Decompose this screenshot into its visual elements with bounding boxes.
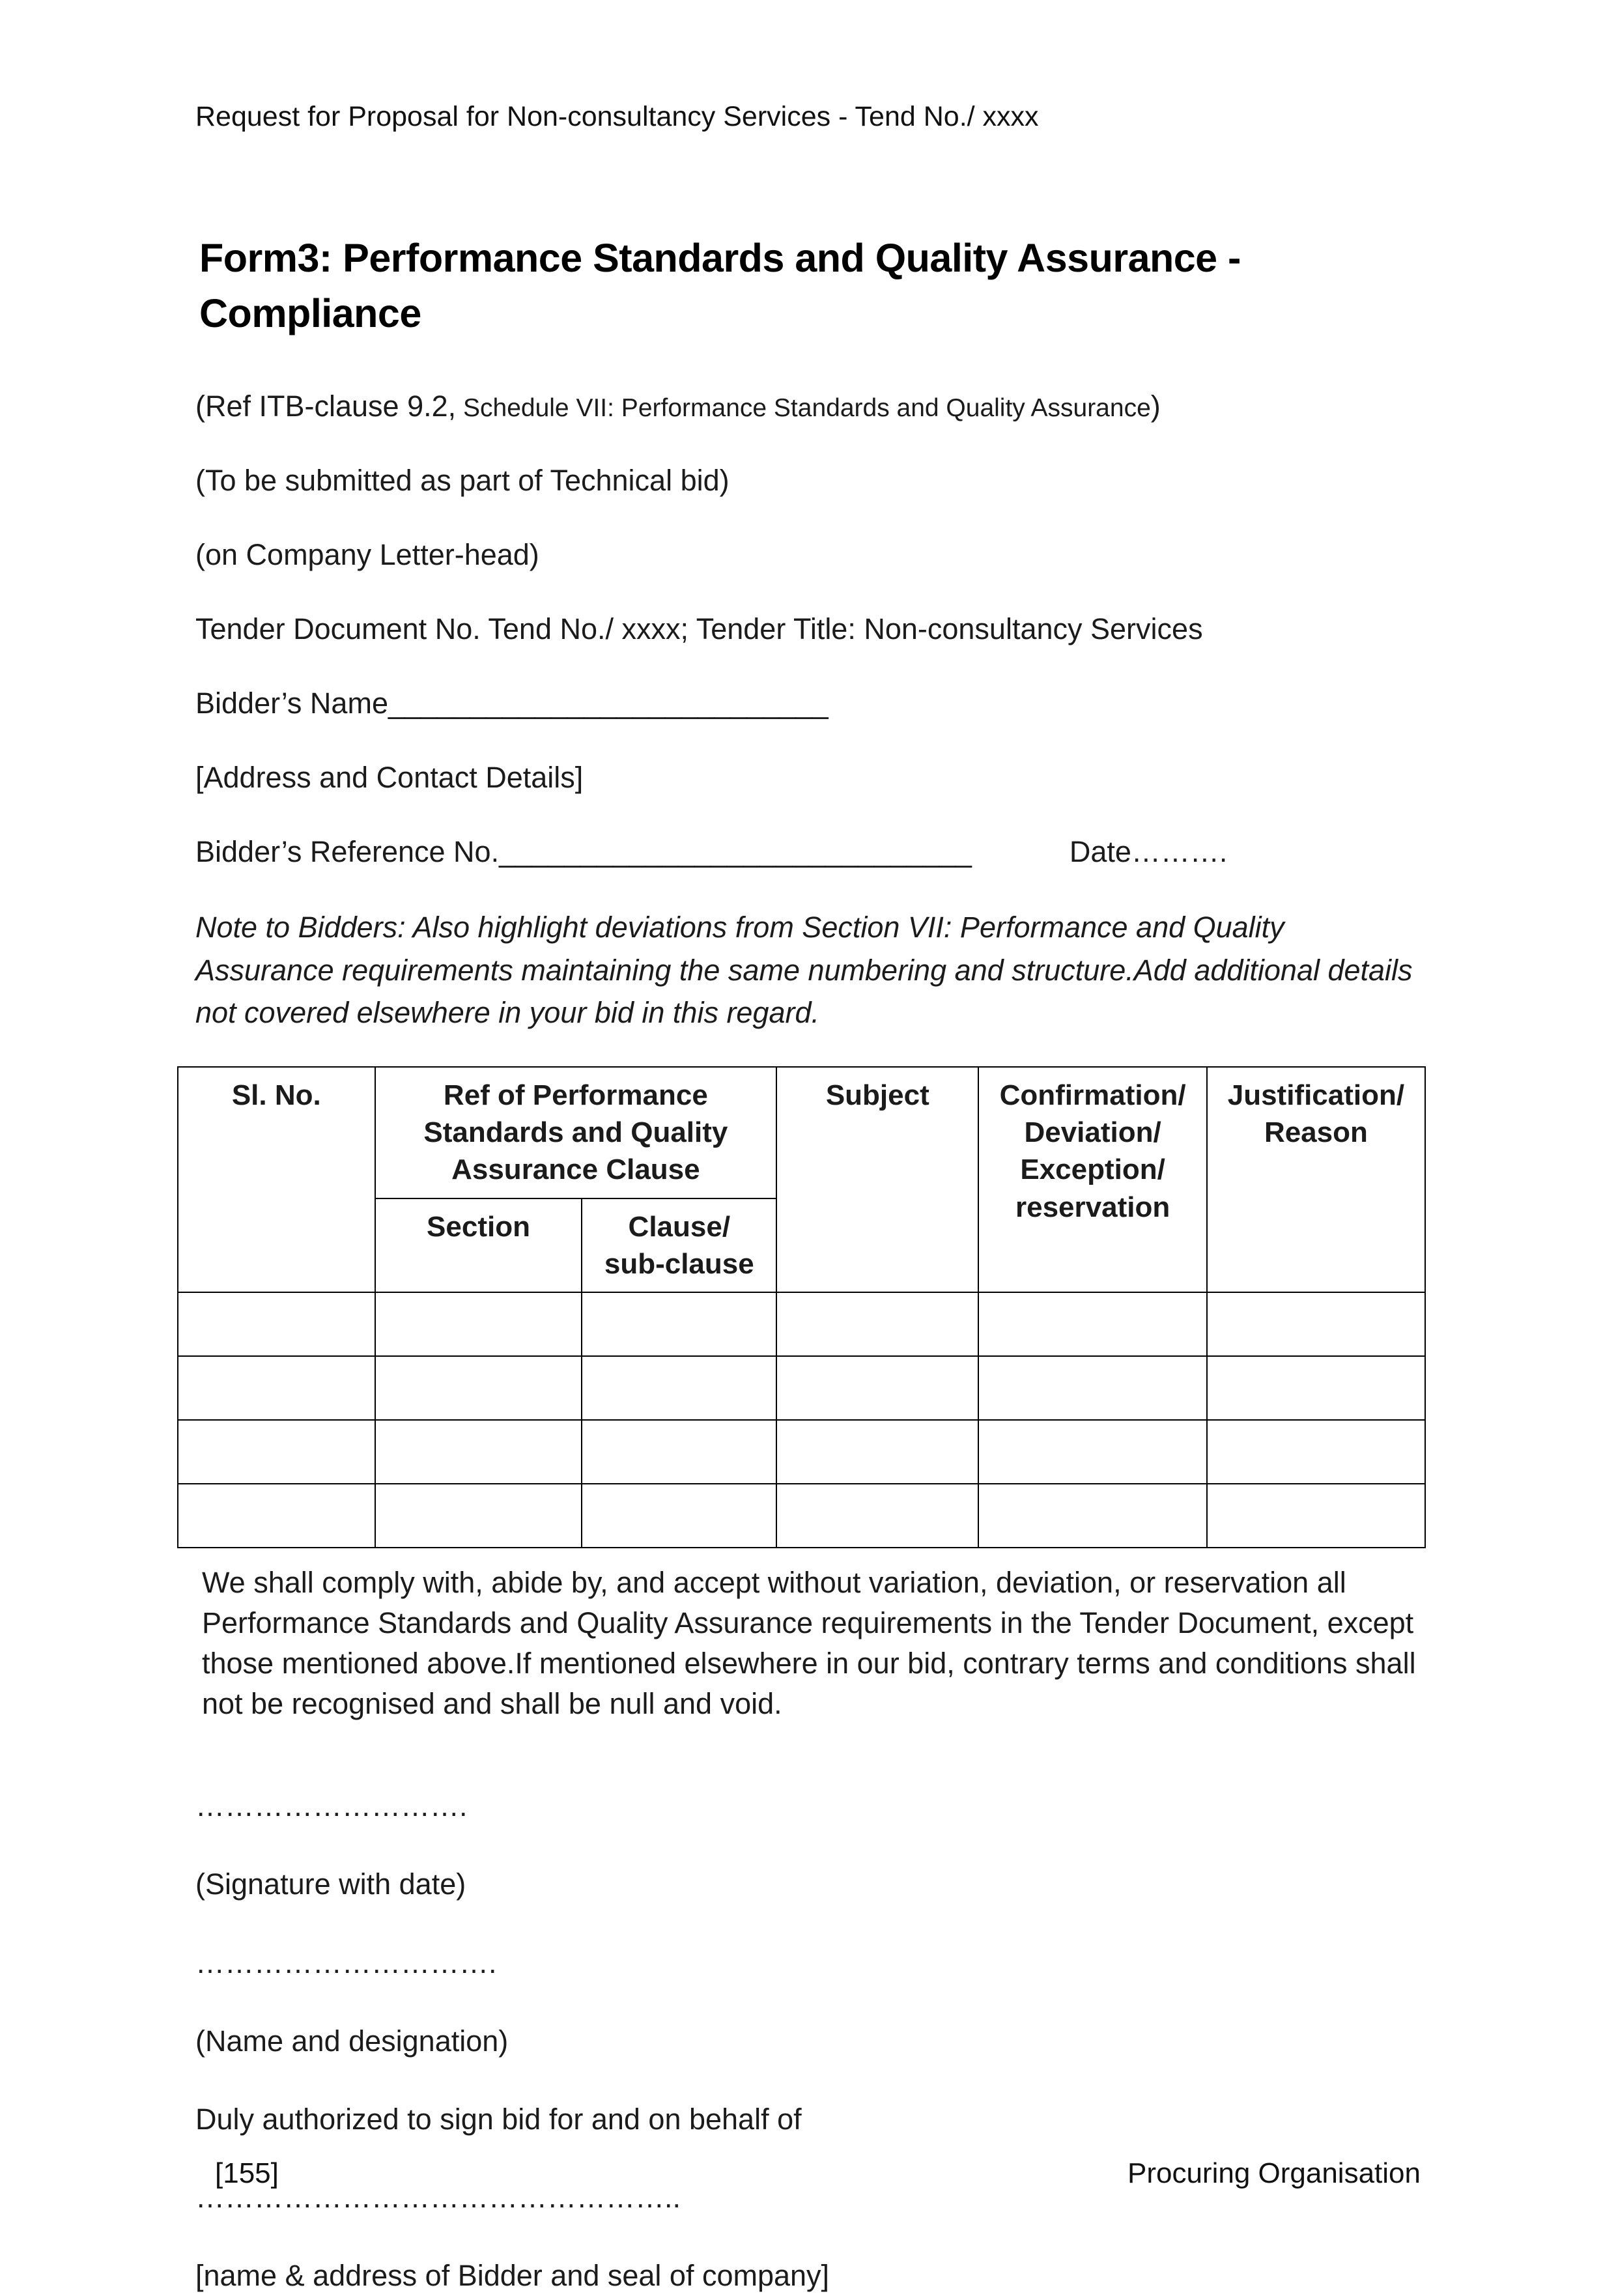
page-number: [155] [215, 2157, 279, 2190]
page-footer [215, 2154, 1421, 2194]
note-to-bidders: Note to Bidders: Also highlight deviations from Section VII: Performance and Quality Assurance requirements maintaining the same numbering and structure.Add additional details not covered elsewhere in your bid in this regard. [195, 911, 1413, 1029]
ref-clause-line [195, 386, 1426, 427]
signature-label: (Signature with date) [195, 1867, 466, 1901]
tender-document-line: Tender Document No. Tend No./ xxxx; Tender Title: Non-consultancy Services [195, 612, 1203, 645]
table-cell [178, 1292, 375, 1356]
table-cell [1207, 1484, 1425, 1548]
table-cell [582, 1484, 776, 1548]
table-cell [375, 1484, 582, 1548]
compliance-table [177, 1066, 1426, 1548]
ref-clause-schedule: Schedule VII: Performance Standards and Quality Assurance [456, 393, 1151, 422]
table-cell [582, 1420, 776, 1484]
table-body [178, 1292, 1425, 1548]
ref-clause-close: ) [1150, 389, 1161, 423]
table-cell [776, 1420, 978, 1484]
table-cell [978, 1420, 1206, 1484]
table-cell [978, 1484, 1206, 1548]
table-cell [776, 1484, 978, 1548]
col-header-justification: Justification/ Reason [1207, 1067, 1425, 1292]
col-header-clause: Clause/ sub-clause [582, 1198, 776, 1292]
table-cell [178, 1420, 375, 1484]
col-header-confirmation: Confirmation/ Deviation/ Exception/ reservation [978, 1067, 1206, 1292]
table-cell [978, 1292, 1206, 1356]
table-header [178, 1067, 1425, 1292]
table-row [178, 1484, 1425, 1548]
table-cell [178, 1356, 375, 1420]
authorized-line: Duly authorized to sign bid for and on behalf of [195, 2102, 802, 2136]
bidder-name-line: Bidder’s Name___________________________ [195, 687, 829, 720]
table-header-row-1 [178, 1067, 1425, 1198]
table-cell [776, 1356, 978, 1420]
form-title: Form3: Performance Standards and Quality Assurance - Compliance [199, 236, 1241, 335]
bidder-reference-blank: Bidder’s Reference No._____________________________ [195, 835, 972, 869]
table-row [178, 1356, 1425, 1420]
col-header-sl-no: Sl. No. [178, 1067, 375, 1292]
table-cell [375, 1356, 582, 1420]
date-blank: Date………. [1069, 835, 1228, 869]
col-header-subject: Subject [776, 1067, 978, 1292]
compliance-statement: We shall comply with, abide by, and accept without variation, deviation, or reservation all Performance Standards and Quality Assurance requirements in the Tender Document, except those mentioned above.If mentioned elsewhere in our bid, contrary terms and conditions shall not be recognised and shall be null and void. [202, 1566, 1416, 1721]
table-row [178, 1292, 1425, 1356]
signature-dots: ………………………. [195, 1789, 468, 1823]
table-cell [1207, 1356, 1425, 1420]
running-header: Request for Proposal for Non-consultancy Services - Tend No./ xxxx [195, 101, 1039, 132]
bidder-seal-label: [name & address of Bidder and seal of company] [195, 2258, 830, 2292]
col-header-ref-group: Ref of Performance Standards and Quality Assurance Clause [375, 1067, 777, 1198]
table-row [178, 1420, 1425, 1484]
table-cell [1207, 1292, 1425, 1356]
col-header-section: Section [375, 1198, 582, 1292]
table-cell [178, 1484, 375, 1548]
organisation-name: Procuring Organisation [1127, 2157, 1421, 2190]
name-dots: …………………………. [195, 1946, 497, 1979]
table-cell [582, 1292, 776, 1356]
table-cell [375, 1292, 582, 1356]
ref-clause-main: (Ref ITB-clause 9.2, [195, 389, 457, 423]
company-dots: ………………………………………….. [195, 2180, 681, 2214]
table-cell [978, 1356, 1206, 1420]
address-line: [Address and Contact Details] [195, 761, 584, 795]
table-cell [1207, 1420, 1425, 1484]
letterhead-line: (on Company Letter-head) [195, 537, 539, 571]
table-cell [375, 1420, 582, 1484]
table-cell [776, 1292, 978, 1356]
submitted-line: (To be submitted as part of Technical bid) [195, 463, 730, 497]
table-cell [582, 1356, 776, 1420]
bidder-reference-line [195, 832, 1426, 872]
name-designation-label: (Name and designation) [195, 2024, 509, 2058]
